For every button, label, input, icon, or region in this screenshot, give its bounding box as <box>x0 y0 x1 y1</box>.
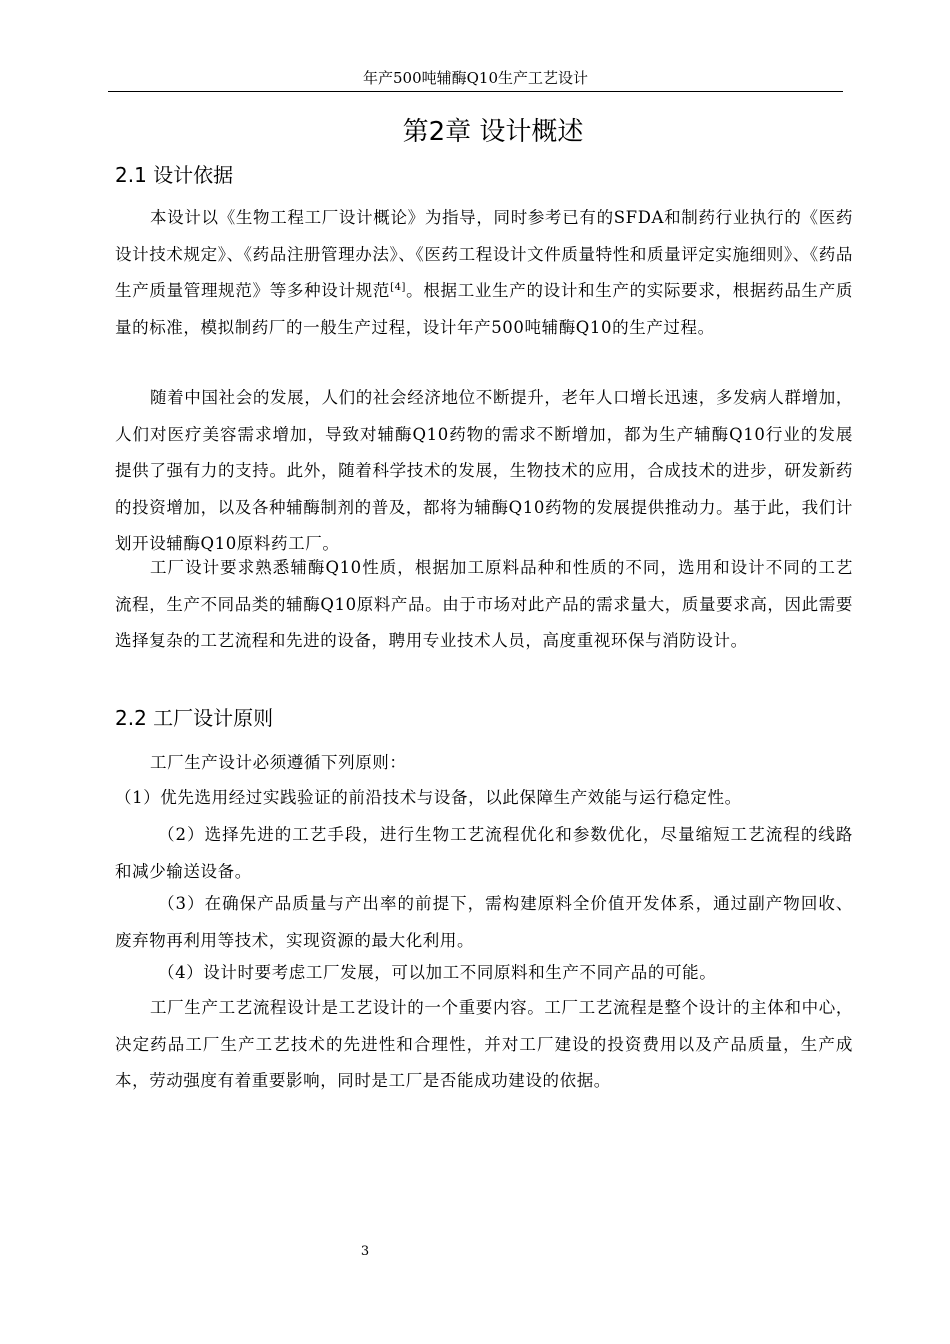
principle-item-3: （3）在确保产品质量与产出率的前提下，需构建原料全价值开发体系，通过副产物回收、废弃物再利用等技术，实现资源的最大化利用。 <box>115 894 853 950</box>
paragraph-process-flow: 工厂生产工艺流程设计是工艺设计的一个重要内容。工厂工艺流程是整个设计的主体和中心，决定药品工厂生产工艺技术的先进性和合理性，并对工厂建设的投资费用以及产品质量，生产成本，劳动强度有着重要影响，同时是工厂是否能成功建设的依据。 <box>115 998 853 1090</box>
paragraph-design-basis <box>115 200 853 346</box>
page-number: 3 <box>360 1244 370 1259</box>
principle-item-2: （2）选择先进的工艺手段，进行生物工艺流程优化和参数优化，尽量缩短工艺流程的线路和减少输送设备。 <box>115 825 853 881</box>
principles-intro: 工厂生产设计必须遵循下列原则： <box>150 753 407 772</box>
chapter-title: 第2章 设计概述 <box>402 117 584 147</box>
paragraph-text: 本设计以《生物工程工厂设计概论》为指导，同时参考已有的SFDA和制药行业执行的《医药设计技术规定》、《药品注册管理办法》、《医药工程设计文件质量特性和质量评定实施细则》、《药品生产质量管理规范》等多种设计规范 <box>115 208 853 300</box>
paragraph-design-requirements: 工厂设计要求熟悉辅酶Q10性质，根据加工原料品种和性质的不同，选用和设计不同的工艺流程，生产不同品类的辅酶Q10原料产品。由于市场对此产品的需求量大，质量要求高，因此需要选择复杂的工艺流程和先进的设备，聘用专业技术人员，高度重视环保与消防设计。 <box>115 558 853 650</box>
principle-item-4: （4）设计时要考虑工厂发展，可以加工不同原料和生产不同产品的可能。 <box>158 963 717 982</box>
section-heading-2-2: 2.2 工厂设计原则 <box>115 706 274 730</box>
paragraph-text-continued: 。根据工业生产的设计和生产的实际要求，根据药品生产质量的标准，模拟制药厂的一般生产过程，设计年产500吨辅酶Q10的生产过程。 <box>115 281 853 337</box>
paragraph-market-background: 随着中国社会的发展，人们的社会经济地位不断提升，老年人口增长迅速，多发病人群增加，人们对医疗美容需求增加，导致对辅酶Q10药物的需求不断增加，都为生产辅酶Q10行业的发展提供了强有力的支持。此外，随着科学技术的发展，生物技术的应用，合成技术的进步，研发新药的投资增加，以及各种辅酶制剂的普及，都将为辅酶Q10药物的发展提供推动力。基于此，我们计划开设辅酶Q10原料药工厂。 <box>115 388 853 553</box>
running-header: 年产500吨辅酶Q10生产工艺设计 <box>362 69 589 87</box>
principle-item-1: （1）优先选用经过实践验证的前沿技术与设备，以此保障生产效能与运行稳定性。 <box>115 788 742 807</box>
citation-ref: [4] <box>390 282 407 293</box>
section-heading-2-1: 2.1 设计依据 <box>115 163 234 187</box>
header-rule <box>108 91 843 92</box>
